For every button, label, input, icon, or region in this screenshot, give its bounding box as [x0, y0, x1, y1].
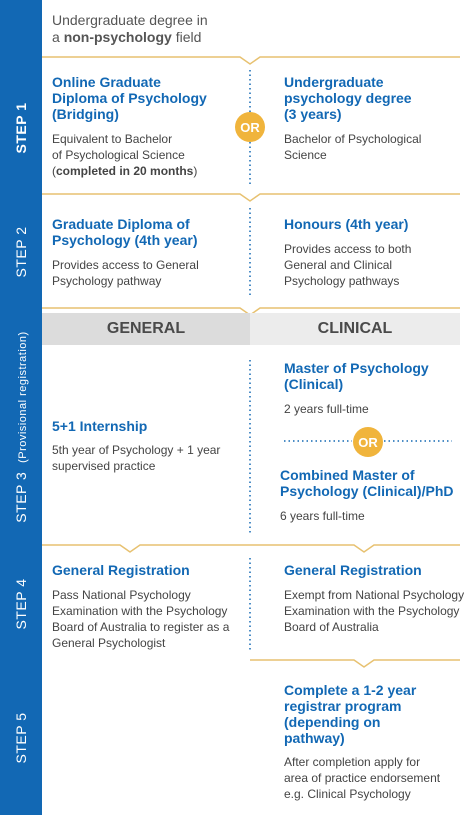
step3-left-text: 5th year of Psychology + 1 year supervised practice	[52, 443, 221, 473]
step2-left-text: Provides access to General Psychology pathway	[52, 258, 199, 288]
separator-2	[42, 194, 460, 201]
or-badge-step3: OR	[353, 427, 383, 457]
intro-bold: non-psychology	[63, 29, 172, 45]
separator-4	[42, 545, 460, 552]
step-2-label: STEP 2	[13, 226, 29, 277]
intro-suffix: field	[171, 29, 202, 45]
step-4-label: STEP 4	[13, 578, 29, 629]
step-5-label: STEP 5	[13, 712, 29, 764]
step-3-label: STEP 3	[13, 471, 29, 523]
step4-right-text: Exempt from National Psychology Examination with the Psychology Board of Australia	[284, 588, 465, 634]
clinical-header: CLINICAL	[317, 320, 393, 337]
step2-right-title: Honours (4th year)	[284, 216, 409, 232]
intro-line-1: Undergraduate degree in	[52, 12, 208, 28]
step5-right-title: Complete a 1-2 year registrar program (depending on pathway)	[284, 682, 417, 746]
step3-left-title: 5+1 Internship	[52, 418, 148, 434]
step3-right-title-1: Master of Psychology (Clinical)	[284, 360, 429, 392]
step3-right-title-2: Combined Master of Psychology (Clinical)/PhD	[280, 467, 454, 499]
step5-right-text: After completion apply for area of practice endorsement e.g. Clinical Psychology	[284, 755, 441, 801]
step1-right-title: Undergraduate psychology degree (3 years)	[284, 74, 412, 122]
step3-right-text-1: 2 years full-time	[284, 402, 369, 416]
step1-duration: completed in 20 months	[56, 164, 194, 178]
separator-1	[42, 57, 460, 64]
step2-right-text: Provides access to both General and Clinical Psychology pathways	[284, 242, 412, 288]
separator-5	[250, 660, 460, 667]
step4-right-title: General Registration	[284, 562, 422, 578]
step3-right-text-2: 6 years full-time	[280, 509, 365, 523]
step1-left-title: Online Graduate Diploma of Psychology (Bridging)	[52, 74, 207, 122]
general-header: GENERAL	[106, 320, 186, 337]
step1-left-text: Equivalent to Bachelor of Psychological Science (completed in 20 months)	[52, 132, 198, 178]
step-1-label: STEP 1	[13, 102, 29, 153]
step1-right-text: Bachelor of Psychological Science	[284, 132, 422, 162]
step-3-sublabel: (Provisional registration)	[17, 331, 29, 463]
step4-left-text: Pass National Psychology Examination with the Psychology Board of Australia to register as a General Psychologist	[52, 588, 230, 650]
intro-text	[52, 12, 208, 46]
step4-left-title: General Registration	[52, 562, 190, 578]
intro-prefix: a	[52, 29, 64, 45]
step2-left-title: Graduate Diploma of Psychology (4th year)	[52, 216, 198, 248]
or-badge-step1: OR	[235, 112, 265, 142]
